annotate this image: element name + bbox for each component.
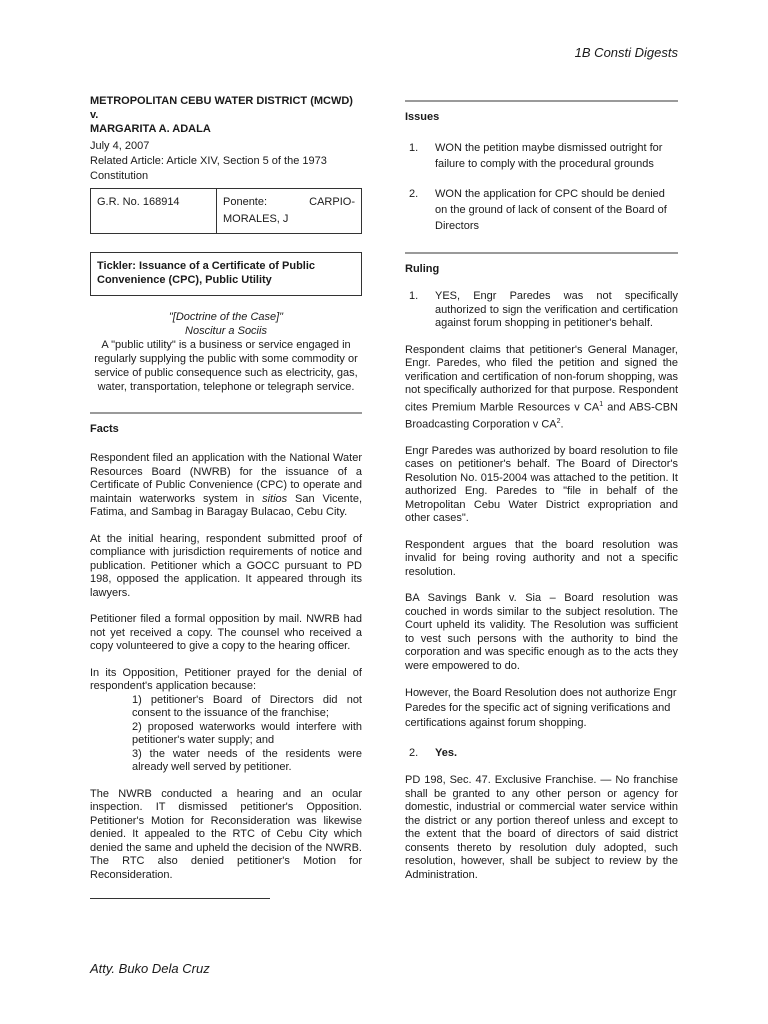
facts-paragraph-2: At the initial hearing, respondent submitted proof of compliance with jurisdiction requirements of notice and publication. Petitioner which a GOCC pursuant to PD 198, opposed the application. It appeared through its lawyers. (90, 532, 362, 599)
document-footer: Atty. Buko Dela Cruz (90, 961, 210, 976)
reason-item: 2) proposed waterworks would interfere with petitioner's water supply; and (132, 720, 362, 746)
facts-paragraph-5: The NWRB conducted a hearing and an ocular inspection. IT dismissed petitioner's Opposition. Petitioner's Motion for Reconsideration was likewise denied. It appealed to the RTC of Cebu City which denied the same and upheld the decision of the NWRB. The RTC also denied petitioner's Motion for Reconsideration. (90, 787, 362, 881)
ruling-paragraph-3: Respondent argues that the board resolution was invalid for being roving authority and not a specific resolution. (405, 538, 678, 578)
reason-item: 1) petitioner's Board of Directors did not consent to the issuance of the franchise; (132, 693, 362, 719)
case-title-line-3: MARGARITA A. ADALA (90, 123, 211, 135)
section-divider (405, 100, 678, 102)
issue-item: 1. WON the petition maybe dismissed outright for failure to comply with the procedural grounds (409, 142, 663, 170)
reason-item: 3) the water needs of the residents were already well served by petitioner. (132, 747, 362, 773)
ponente-label: Ponente: (223, 196, 268, 208)
case-meta (90, 139, 362, 184)
ruling-paragraph-6: PD 198, Sec. 47. Exclusive Franchise. — No franchise shall be granted to any other person or agency for domestic, industrial or commercial water service within the district or any portion thereof unless and except to the extent that the board of directors of said district consents thereto by resolution duly adopted, such resolution, however, shall be subject to review by the Administration. (405, 774, 678, 881)
facts-paragraph-3: Petitioner filed a formal opposition by mail. NWRB had not yet received a copy. The counsel who received a copy volunteered to give a copy to the hearing officer. (90, 613, 362, 652)
doctrine-label: "[Doctrine of the Case]" (168, 311, 284, 323)
issue-item: 2. WON the application for CPC should be denied on the ground of lack of consent of the Board of Directors (409, 188, 667, 232)
section-divider (90, 412, 362, 414)
section-divider (405, 252, 678, 254)
ruling-paragraph-5: However, the Board Resolution does not authorize Engr Paredes for the specific act of signing verifications and certifications against forum shopping. (405, 687, 677, 730)
ponente-cell (217, 189, 362, 234)
opposition-reasons (90, 694, 362, 775)
case-info-table (90, 188, 362, 234)
case-title (90, 94, 362, 136)
issues-heading: Issues (405, 111, 440, 123)
ruling-item-1: 1. YES, Engr Paredes was not specifically authorized to sign the verification and certification against forum shopping in petitioner's behalf. (409, 290, 678, 329)
related-article: Related Article: Article XIV, Section 5 of the 1973 Constitution (90, 155, 327, 182)
ruling-paragraph-4: BA Savings Bank v. Sia – Board resolution was couched in words similar to the subject resolution. The Court upheld its validity. The Resolution was sufficient to vest such persons with the authority to bind the corporation and was specific enough as to the acts they were empowered to do. (405, 592, 678, 672)
facts-paragraph-4: In its Opposition, Petitioner prayed for the denial of respondent's application because: (90, 666, 362, 692)
gr-number: G.R. No. 168914 (91, 189, 217, 234)
ruling-paragraph-1: Respondent claims that petitioner's General Manager, Engr. Paredes, who filed the petition and signed the verification and certification of non-forum shopping, was not specifically authorized for that purpose. Respondent cites Premium Marble Resources v $CA^1$ and ABS-CBN Broadcasting Corporation v $CA^2$. (405, 343, 678, 431)
doctrine-name: Noscitur a Sociis (185, 325, 267, 337)
ponente-name-1: CARPIO- (309, 196, 355, 208)
right-column (405, 94, 678, 882)
doctrine-section (90, 310, 362, 394)
facts-heading: Facts (90, 423, 119, 435)
footnote-separator (90, 898, 270, 899)
case-title-line-1: METROPOLITAN CEBU WATER DISTRICT (MCWD) (90, 95, 353, 107)
ruling-heading: Ruling (405, 263, 440, 275)
case-date: July 4, 2007 (90, 140, 150, 152)
case-title-line-2: v. (90, 109, 99, 121)
document-header: 1B Consti Digests (574, 45, 678, 60)
left-column (90, 94, 362, 899)
facts-paragraph-1: Respondent filed an application with the National Water Resources Board (NWRB) for the issuance of a Certificate of Public Convenience (CPC) to operate and maintain waterworks system in sitios San Vicente, Fatima, and Sambag in Baragay Bulacao, Cebu City. (90, 452, 362, 518)
ponente-name-2: MORALES, J (223, 213, 289, 225)
ruling-paragraph-2: Engr Paredes was authorized by board resolution to file cases on petitioner's behalf. The Board of Director's Resolution No. 015-2004 was attached to the petition. It authorized Eng. Paredes to "file in behalf of the Metropolitan Cebu Water District expropriation and other cases". (405, 444, 678, 525)
ruling-item-2: 2. Yes. (409, 747, 458, 760)
doctrine-text: A "public utility" is a business or service engaged in regularly supplying the public with some commodity or service of public consequence such as electricity, gas, water, transportation, telephone or telegraph service. (94, 339, 358, 393)
tickler-box: Tickler: Issuance of a Certificate of Public Convenience (CPC), Public Utility (90, 252, 362, 296)
